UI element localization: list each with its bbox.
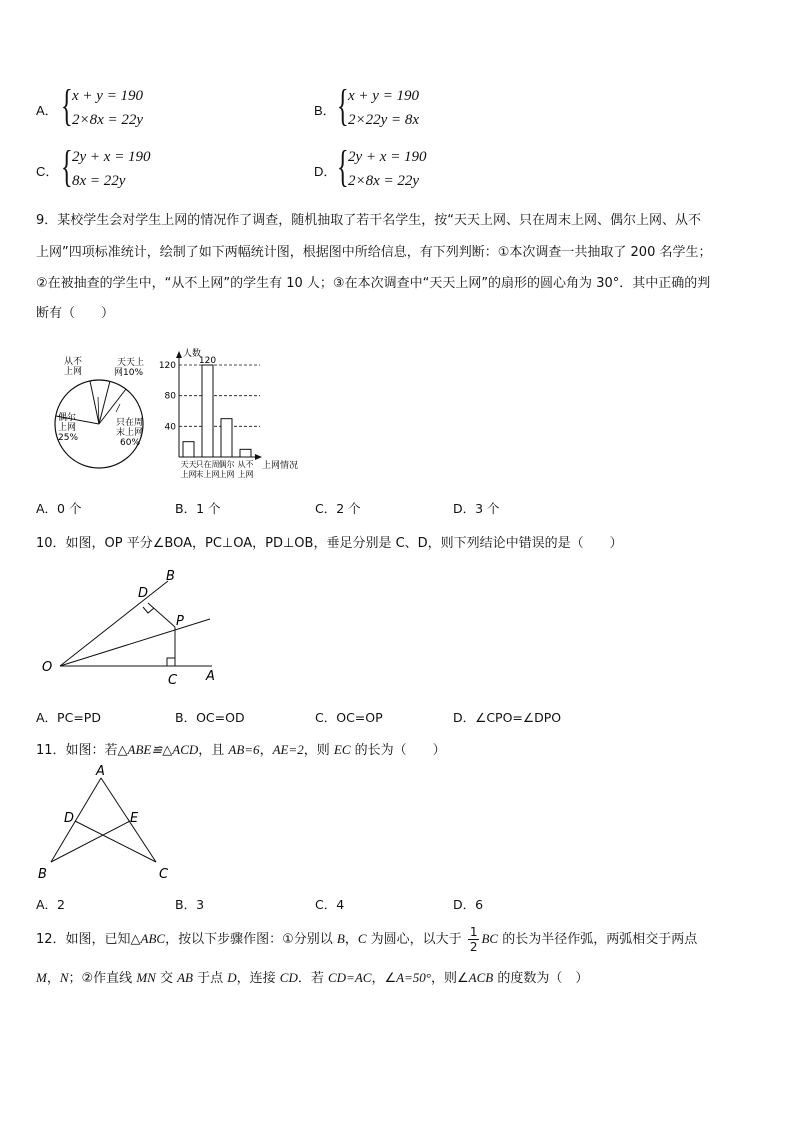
pie-label-daily: 天天上 [117,358,145,368]
q9-stem-line: 断有（ ） [36,306,115,321]
q12-mn: MN [136,970,156,985]
point-label-b: B [166,569,175,584]
option-label: D． [314,164,337,179]
x-tick-label: 末上网 [195,470,220,479]
equation-line: x + y = 190 [348,88,420,104]
equation-line: 2×8x = 22y [72,112,144,128]
q12-angle-a: A=50° [396,970,432,985]
ray-op [60,619,210,666]
bar-value-label: 120 [198,356,217,366]
y-tick-label: 80 [164,391,176,402]
q11-option-c: C．4 [315,897,345,912]
equation-line: 2×8x = 22y [348,173,420,189]
q12-text: 12．如图，已知△ [36,932,141,947]
y-tick-label: 120 [158,361,176,371]
x-axis-label: 上网情况 [262,461,299,471]
q11-text: 11．如图：若 [36,743,118,758]
q12-acb: ACB [468,970,494,985]
pie-label-weekend: 60% [120,438,141,448]
q12-text: 交 [155,971,178,986]
option-label: A． [36,103,58,118]
q11-ec: EC [333,742,351,757]
point-label-c: C [159,867,169,882]
point-label-p: P [176,614,184,629]
q9-stem-line: 9．某校学生会对学生上网的情况作了调查，随机抽取了若干名学生，按“天天上网、只在周末上网、偶尔上网、从不 [36,213,702,228]
pie-divider [90,381,99,424]
q12-cd: CD [279,970,298,985]
equation-line: 2y + x = 190 [348,149,427,165]
pie-label-never: 从不 [64,357,83,367]
q12-text: ．若 [297,971,328,986]
q11-option-d: D．6 [453,897,484,912]
q9-option-c: C．2 个 [315,501,361,516]
q12-text: ， [344,932,358,947]
q12-ab: AB [177,970,193,985]
q12-text: ；②作直线 [68,971,137,986]
point-label-d: D [138,586,149,601]
q11-figure [30,762,190,887]
q12-b: B [336,931,345,946]
segment-cd [75,821,156,862]
point-label-d: D [64,811,75,826]
y-axis-arrow [176,351,182,358]
q11-stem [36,739,446,758]
segment-pd [148,603,175,627]
q10-figure [30,565,230,695]
point-label-b: B [38,867,47,882]
option-label: C． [36,164,59,179]
q12-d: D [227,970,237,985]
pie-label-sometimes: 偶尔 [58,413,77,423]
q10-option-d: D．∠CPO=∠DPO [453,710,562,725]
bar-chart [150,340,310,480]
q12-stem-line [36,967,588,986]
bar-2 [221,419,232,457]
x-tick-label: 只在周 [195,460,220,469]
q12-text: 的度数为（ ） [493,971,589,986]
point-label-e: E [130,811,139,826]
x-tick-label: 上网 [180,470,197,479]
q12-cd-ac: CD=AC [327,970,372,985]
q12-text: ，按以下步骤作图：①分别以 [165,932,337,947]
pie-label-weekend: 只在周 [116,418,144,428]
pie-label-weekend: 末上网 [116,428,144,438]
left-brace: { [337,81,349,130]
q11-ab: AB=6 [228,742,260,757]
q12-abc: ABC [140,931,166,946]
pie-label-daily: 网10% [114,368,144,378]
bar-0 [183,442,194,457]
q11-option-b: B．3 [175,897,205,912]
point-label-a: A [96,764,105,779]
equation-line: 2y + x = 190 [72,149,151,165]
q12-stem-line [36,922,697,957]
left-brace: { [337,142,349,191]
q11-text: 的长为（ ） [350,743,446,758]
q11-text: ，则 [303,743,334,758]
q12-m: M [36,970,47,985]
fraction-numerator: 1 [469,925,478,939]
q10-option-b: B．OC=OD [175,710,245,725]
x-tick-label: 上网 [218,470,235,479]
x-axis-arrow [255,454,262,460]
fraction-one-half [468,925,480,954]
q10-option-a: A．PC=PD [36,710,101,725]
q11-option-a: A．2 [36,897,66,912]
bar-3 [240,449,251,457]
pie-label-never: 上网 [64,367,83,377]
q10-option-c: C．OC=OP [315,710,383,725]
q12-text: ， [46,971,60,986]
q11-text: ，且 [198,743,229,758]
q12-text: ，∠ [371,971,397,986]
pie-label-sometimes: 上网 [58,423,77,433]
x-tick-label: 上网 [237,470,254,479]
q12-text: ，则∠ [431,971,469,986]
option-label: B． [314,103,336,118]
x-tick-label: 从不 [237,460,254,469]
x-tick-label: 天天 [180,460,197,469]
equation-line: x + y = 190 [72,88,144,104]
q11-congruence: △ABE≌△ACD [117,742,199,757]
point-label-a: A [206,669,215,684]
q9-stem-line: 上网”四项标准统计，绘制了如下两幅统计图，根据图中所给信息，有下列判断：①本次调查一共抽取了 200 名学生； [36,245,712,260]
q12-n: N [59,970,69,985]
q12-bc: BC [481,931,499,946]
left-brace: { [61,81,73,130]
q9-option-b: B．1 个 [175,501,221,516]
q11-ae: AE=2 [272,742,304,757]
pie-label-sometimes: 25% [58,433,79,443]
q11-text: ， [259,743,273,758]
q9-stem-line: ②在被抽查的学生中，“从不上网”的学生有 10 人；③在本次调查中“天天上网”的扇形的圆心角为 30°．其中正确的判 [36,276,711,291]
q12-text: 于点 [192,971,228,986]
ray-ob [60,581,168,666]
q12-text: ，连接 [236,971,280,986]
pie-chart [50,340,160,470]
y-tick-label: 40 [164,422,176,433]
q12-text: 的长为半径作弧，两弧相交于两点 [498,932,698,947]
equation-line: 2×22y = 8x [348,112,420,128]
equation-line: 8x = 22y [72,173,126,189]
q12-text: 为圆心，以大于 [366,932,466,947]
x-tick-label: 偶尔 [218,460,235,469]
q9-option-d: D．3 个 [453,501,500,516]
q12-c: C [357,931,367,946]
pie-leader-line [116,404,120,412]
bar-1 [202,365,213,457]
right-angle-mark [143,607,154,613]
point-label-o: O [42,660,53,675]
q9-option-a: A．0 个 [36,501,82,516]
y-axis-label: 人数 [183,349,202,359]
point-label-c: C [168,673,178,688]
left-brace: { [61,142,73,191]
right-angle-mark [167,658,175,666]
q10-stem: 10．如图，OP 平分∠BOA，PC⊥OA，PD⊥OB，垂足分别是 C、D，则下列结论中错误的是（ ） [36,536,623,551]
segment-ac [101,778,156,862]
fraction-denominator: 2 [469,940,478,954]
